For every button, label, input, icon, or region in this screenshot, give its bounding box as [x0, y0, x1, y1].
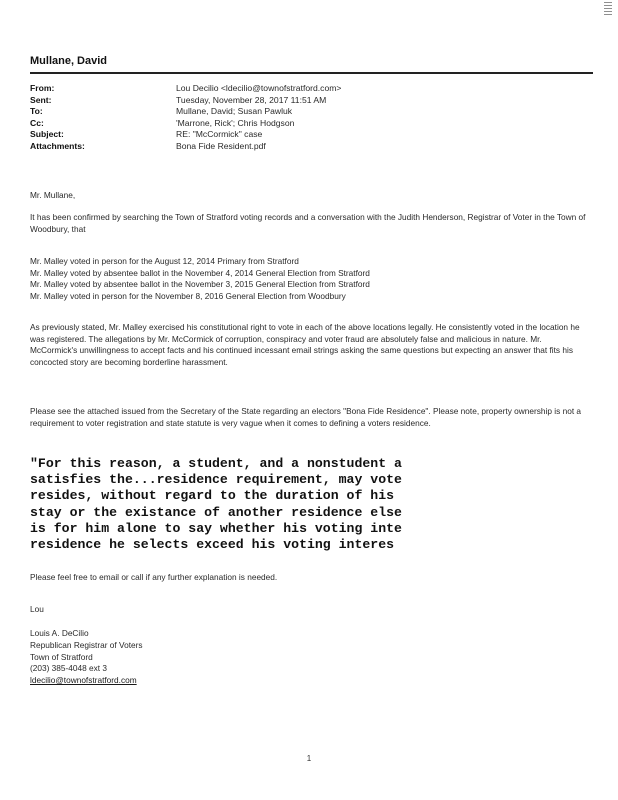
voting-record-item: Mr. Malley voted by absentee ballot in the November 3, 2015 General Election from Stratford — [30, 279, 370, 289]
body-paragraph: It has been confirmed by searching the Town of Stratford voting records and a conversation with the Judith Henderson, Registrar of Voter in the Town of Woodbury, that — [30, 212, 586, 234]
header-row-cc — [30, 118, 590, 130]
quote-line: resides, without regard to the duration of his — [30, 488, 395, 504]
header-label: Attachments: — [30, 140, 85, 151]
header-row-sent — [30, 95, 590, 107]
quoted-statute-excerpt — [30, 456, 618, 553]
quote-line: stay or the existance of another residence else — [30, 504, 402, 520]
signature-email-link[interactable]: ldecilio@townofstratford.com — [30, 675, 137, 686]
quote-line: is for him alone to say whether his voting inte — [30, 520, 402, 536]
scan-corner-mark — [604, 2, 612, 16]
signature-phone: (203) 385-4048 ext 3 — [30, 663, 108, 674]
header-value-to: Mullane, David; Susan Pawluk — [176, 106, 293, 117]
signature-name: Louis A. DeCilio — [30, 628, 89, 638]
salutation: Mr. Mullane, — [30, 190, 76, 200]
signature-org: Town of Stratford — [30, 651, 93, 662]
header-label: Sent: — [30, 94, 52, 105]
voting-record-item: Mr. Malley voted in person for the August 12, 2014 Primary from Stratford — [30, 256, 299, 266]
page-number: 1 — [306, 754, 312, 763]
header-label: To: — [30, 106, 43, 117]
header-value-from: Lou Decilio <ldecilio@townofstratford.com> — [176, 83, 342, 93]
sender-name: Mullane, David — [30, 55, 108, 67]
quote-line: residence he selects exceed his voting interes — [30, 536, 395, 552]
header-label: Cc: — [30, 117, 44, 128]
header-value-subject: RE: "McCormick" case — [176, 129, 263, 140]
body-paragraph: Please see the attached issued from the Secretary of the State regarding an electors "Bona Fide Residence". Please note, property ownership is not a requirement to voter registration and state statute is very vague when it comes to defining a voters residence. — [30, 406, 582, 428]
header-value-cc: 'Marrone, Rick'; Chris Hodgson — [176, 117, 295, 128]
header-row-subject — [30, 129, 590, 141]
signoff: Lou — [30, 604, 44, 614]
header-divider — [30, 72, 593, 74]
header-label: Subject: — [30, 129, 64, 140]
signature-title: Republican Registrar of Voters — [30, 639, 143, 650]
header-row-to — [30, 106, 590, 118]
body-paragraph: As previously stated, Mr. Malley exercised his constitutional right to vote in each of the above locations legally. He consistently voted in the location he was registered. The allegations by Mr. McCormick of corruption, conspiracy and voter fraud are absolutely false and malicious in nature. Mr. McCormick's unwillingness to accept facts and his continued incessant email strings asking the same questions but expecting an answer that fits his concocted story are becoming borderline harassment. — [30, 322, 580, 367]
attachment-filename: Bona Fide Resident.pdf — [176, 140, 266, 151]
quote-line: "For this reason, a student, and a nonstudent a — [30, 456, 402, 471]
header-row-attachments — [30, 141, 590, 153]
closing-line: Please feel free to email or call if any further explanation is needed. — [30, 572, 278, 582]
header-row-from — [30, 83, 590, 95]
voting-record-item: Mr. Malley voted in person for the November 8, 2016 General Election from Woodbury — [30, 290, 346, 301]
email-headers — [30, 83, 590, 153]
header-label: From: — [30, 83, 55, 93]
voting-record-item: Mr. Malley voted by absentee ballot in the November 4, 2014 General Election from Stratford — [30, 267, 370, 278]
header-value-sent: Tuesday, November 28, 2017 11:51 AM — [176, 94, 327, 105]
voting-record-list — [30, 256, 586, 302]
signature-block — [30, 628, 586, 687]
quote-line: satisfies the...residence requirement, may vote — [30, 472, 402, 488]
